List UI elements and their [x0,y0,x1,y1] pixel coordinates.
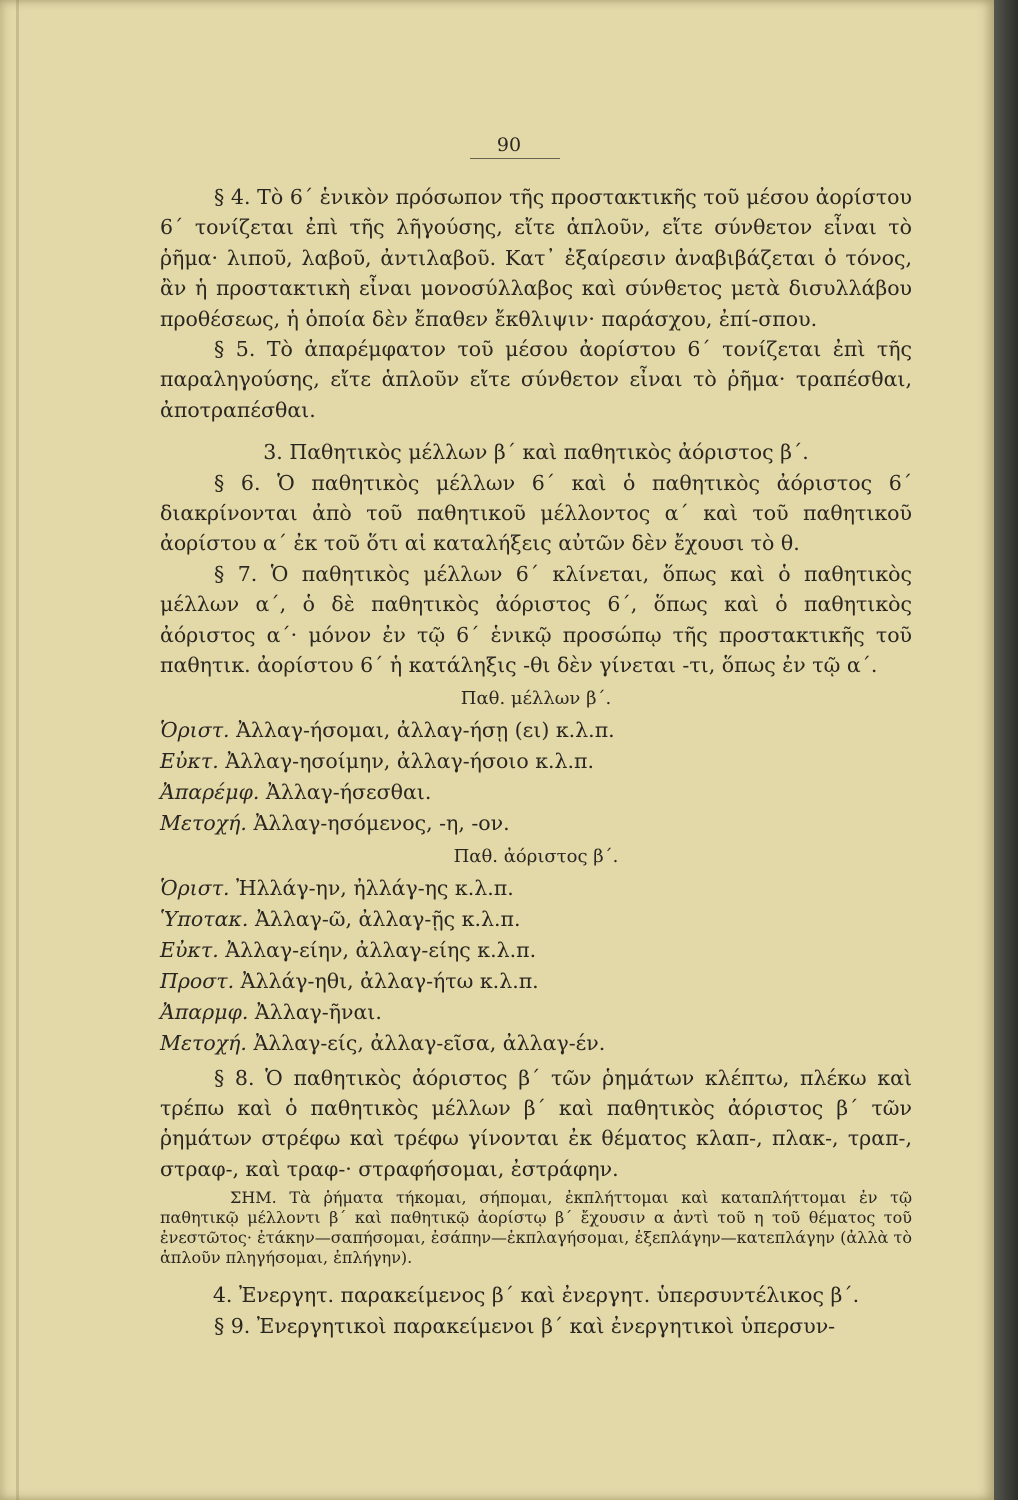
paradigm-row [160,997,912,1028]
mood-label: Ἀπαρμφ. [160,999,249,1024]
verb-forms: Ἠλλάγ-ην, ἠλλάγ-ης κ.λ.π. [236,875,514,900]
subheading-3: 3. Παθητικὸς μέλλων β΄ καὶ παθητικὸς ἀόριστος β΄. [263,440,809,465]
paradigm-row [160,935,912,966]
future-paradigm [160,685,912,839]
subheading-4: 4. Ἐνεργητ. παρακείμενος β΄ καὶ ἐνεργητ. ὑπερσυντέλικος β΄. [212,1283,860,1308]
verb-forms: Ἀλλαγ-είην, ἀλλαγ-είης κ.λ.π. [225,937,537,962]
paradigm-row [160,746,912,777]
paradigm-row [160,966,912,997]
section-5: § 5. Τὸ ἀπαρέμφατον τοῦ μέσου ἀορίστου 6΄ τονίζεται ἐπὶ τῆς παραληγούσης, εἴτε ἁπλοῦν εἴτε σύνθετον εἶναι τὸ ῥῆμα· τραπέσθαι, ἀποτραπέσθαι. [160,337,912,422]
section-7: § 7. Ὁ παθητικὸς μέλλων 6΄ κλίνεται, ὅπως καὶ ὁ παθητικὸς μέλλων α΄, ὁ δὲ παθητικὸς ἀόριστος 6΄, ὅπως καὶ ὁ παθητικὸς ἀόριστος α΄· μόνον ἐν τῷ 6΄ ἑνικῷ προσώπῳ τῆς προστακτικῆς τοῦ παθητικ. ἀορίστου 6΄ ἡ κατάληξις -θι δὲν γίνεται -τι, ὅπως ἐν τῷ α΄. [160,561,912,678]
paradigm-row [160,808,912,839]
page-fold-shadow [16,0,19,1500]
verb-forms: Ἀλλαγ-ησοίμην, ἀλλαγ-ήσοιο κ.λ.π. [225,748,595,773]
verb-forms: Ἀλλάγ-ηθι, ἀλλαγ-ήτω κ.λ.π. [240,968,539,993]
section-4: § 4. Τὸ 6΄ ἑνικὸν πρόσωπον τῆς προστακτικῆς τοῦ μέσου ἀορίστου 6΄ τονίζεται ἐπὶ τῆς λῆγούσης, εἴτε ἁπλοῦν, εἴτε σύνθετον εἶναι τὸ ῥῆμα· λιποῦ, λαβοῦ, ἀντιλαβοῦ. Κατ᾽ ἐξαίρεσιν ἀναβιβάζεται ὁ τόνος, ἂν ἡ προστακτικὴ εἶναι μονοσύλλαβος καὶ σύνθετος μετὰ δισυλλάβου προθέσεως, ἡ ὁποία δὲν ἔπαθεν ἔκθλιψιν· παράσχου, ἐπί-σπου. [160,185,912,331]
mood-label: Προστ. [160,968,235,993]
verb-forms: Ἀλλαγ-ήσομαι, ἀλλαγ-ήσῃ (ει) κ.λ.π. [236,717,615,742]
verb-forms: Ἀλλαγ-ησόμενος, -η, -ον. [253,810,510,835]
future-paradigm-title: Παθ. μέλλων β΄. [460,687,612,709]
page-edge [994,0,1018,1500]
section-6: § 6. Ὁ παθητικὸς μέλλων 6΄ καὶ ὁ παθητικὸς ἀόριστος 6΄ διακρίνονται ἀπὸ τοῦ παθητικοῦ μέλλοντος α΄ καὶ τοῦ παθητικοῦ ἀορίστου α΄ ἐκ τοῦ ὅτι αἱ καταλήξεις αὐτῶν δὲν ἔχουσι τὸ θ. [160,470,912,556]
paradigm-row [160,873,912,904]
paradigm-row [160,777,912,808]
verb-forms: Ἀλλαγ-ήσεσθαι. [265,779,432,804]
page-body [160,182,912,1341]
mood-label: Μετοχή. [160,1030,247,1055]
mood-label: Ἀπαρέμφ. [160,779,260,804]
verb-forms: Ἀλλαγ-ῆναι. [254,999,382,1024]
aorist-paradigm [160,843,912,1059]
mood-label: Ὁριστ. [160,717,230,742]
mood-label: Μετοχή. [160,810,247,835]
paradigm-row [160,1028,912,1059]
section-8: § 8. Ὁ παθητικὸς ἀόριστος β΄ τῶν ῥημάτων κλέπτω, πλέκω καὶ τρέπω καὶ ὁ παθητικὸς μέλλων β΄ καὶ παθητικὸς ἀόριστος β΄ τῶν ῥημάτων στρέφω καὶ τρέφω γίνονται ἐκ θέματος κλαπ-, πλακ-, τραπ-, στραφ-, καὶ τραφ-· στραφήσομαι, ἐστράφην. [160,1065,912,1181]
mood-label: Εὐκτ. [160,748,219,773]
paradigm-row [160,904,912,935]
verb-forms: Ἀλλαγ-ῶ, ἀλλαγ-ῇς κ.λ.π. [254,906,521,931]
verb-forms: Ἀλλαγ-είς, ἀλλαγ-εῖσα, ἀλλαγ-έν. [253,1030,606,1055]
header-rule [470,158,560,159]
aorist-paradigm-title: Παθ. ἀόριστος β΄. [453,845,619,867]
mood-label: Ὁριστ. [160,875,230,900]
mood-label: Εὐκτ. [160,937,219,962]
page-number: 90 [496,134,522,156]
note: ΣΗΜ. Τὰ ῥήματα τήκομαι, σήπομαι, ἐκπλήττομαι καὶ καταπλήττομαι ἐν τῷ παθητικῷ μέλλοντι β΄ καὶ παθητικῷ ἀορίστῳ β΄ ἔχουσιν α ἀντὶ τοῦ η τοῦ θέματος τοῦ ἐνεστῶτος· ἐτάκην—σαπήσομαι, ἐσάπην—ἐκπλαγήσομαι, ἐξεπλάγην—κατεπλάγην (ἀλλὰ τὸ ἁπλοῦν πληγήσομαι, ἐπλήγην). [160,1188,912,1268]
mood-label: Ὑποτακ. [160,906,249,931]
paradigm-row [160,715,912,746]
section-9: § 9. Ἐνεργητικοὶ παρακείμενοι β΄ καὶ ἐνεργητικοὶ ὑπερσυν- [214,1313,836,1338]
